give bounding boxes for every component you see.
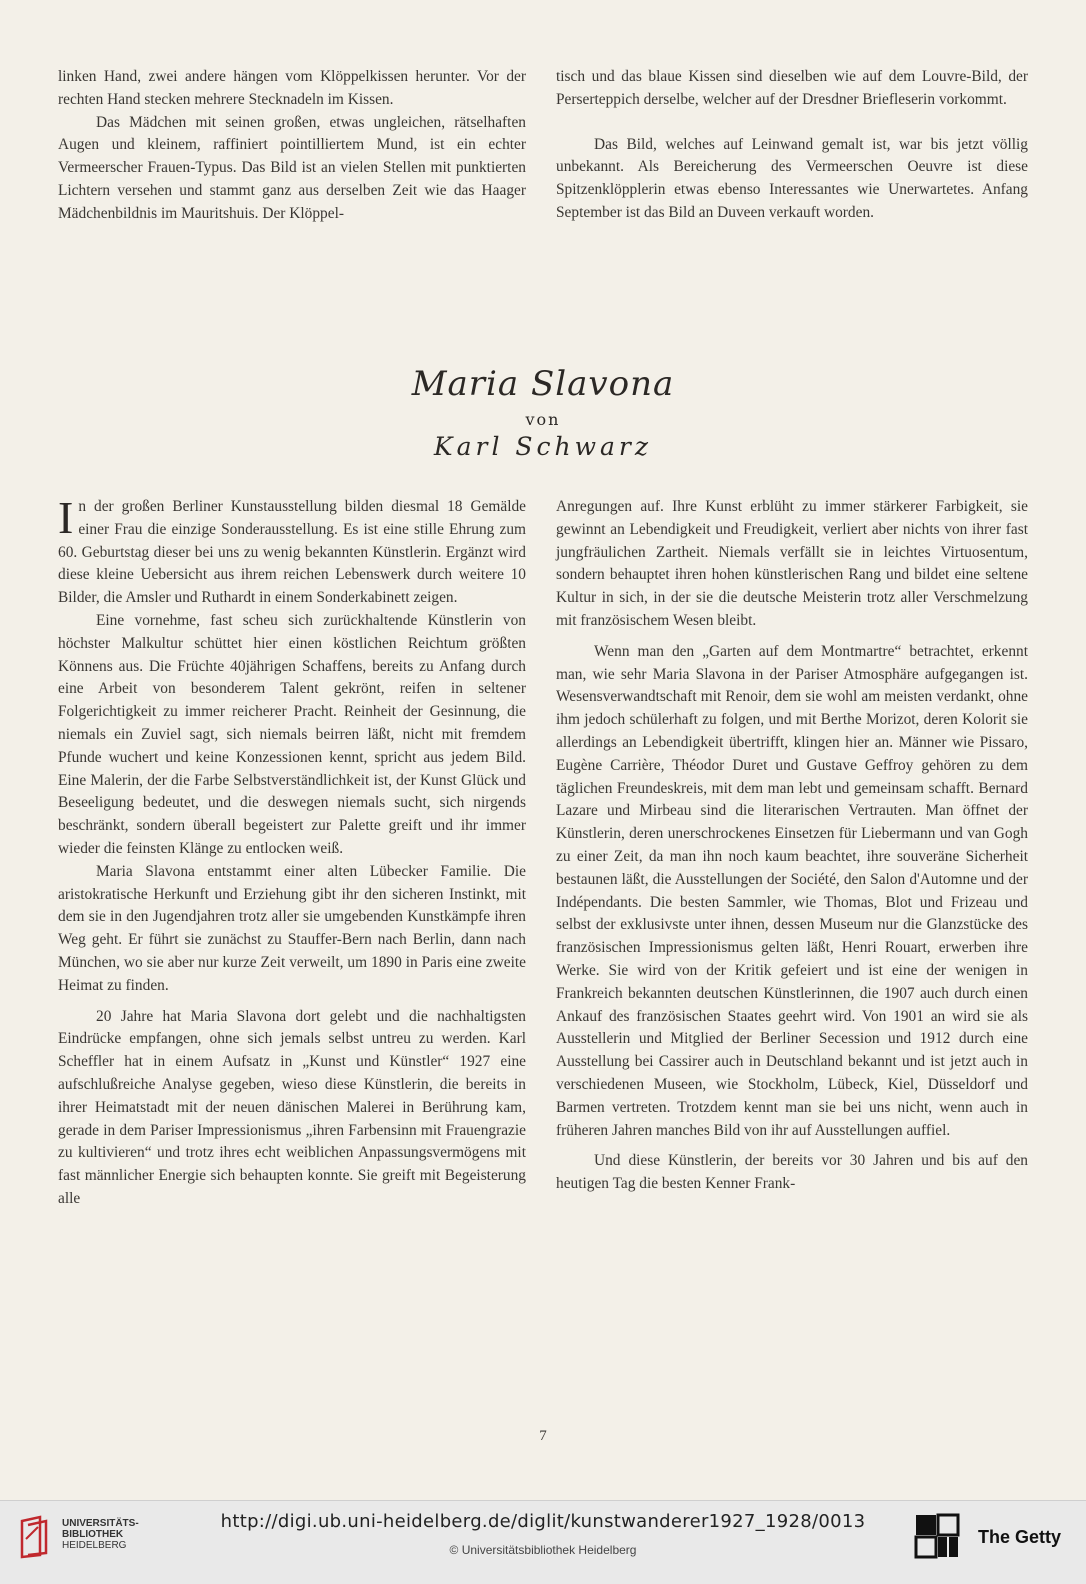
paragraph: 20 Jahre hat Maria Slavona dort gelebt und die nachhaltigsten Eindrücke empfangen, ohne sich jemals selbst untreu zu werden. Karl Scheffler hat in einem Aufsatz in „Kunst und Künstler“ 1927 eine aufschlußreiche Analyse gegeben, wieso diese Künstlerin, die bereits in ihrer Heimatstadt mit der neuen dänischen Malerei in Berührung kam, gerade in dem Pariser Impressionismus „ihren Farbensinn mit Frauengrazie zu kultivieren“ und trotz ihres echt weiblichen Anpassungsvermögens mit fast männlicher Energie sich behaupten konnte. Sie greift mit Begeisterung alle xyxy=(58,1007,526,1207)
continuation-right-column xyxy=(556,66,1028,225)
byline-von: von xyxy=(525,410,561,429)
paragraph: Und diese Künstlerin, der bereits vor 30 Jahren und bis auf den heutigen Tag die besten Kenner Frank- xyxy=(556,1152,1028,1193)
getty-name: The Getty xyxy=(978,1527,1062,1547)
page-number: 7 xyxy=(539,1428,547,1444)
paragraph: linken Hand, zwei andere hängen vom Klöppelkissen herunter. Vor der rechten Hand stecken mehrere Stecknadeln im Kissen. xyxy=(58,68,526,108)
article-left-column xyxy=(58,492,526,1211)
article-author: Karl Schwarz xyxy=(433,432,653,461)
paragraph: Das Mädchen mit seinen großen, etwas ungleichen, rätselhaften Augen und kleinem, raffiniert pointilliertem Mund, ist ein echter Vermeerscher Frauen-Typus. Das Bild ist an vielen Stellen mit punktierten Lichtern versehen und stammt ganz aus derselben Zeit wie das Haager Mädchenbildnis im Mauritshuis. Der Klöppel- xyxy=(58,113,526,222)
article-title: Maria Slavona xyxy=(411,364,675,404)
paragraph: Wenn man den „Garten auf dem Montmartre“ betrachtet, erkennt man, wie sehr Maria Slavona in der Pariser Atmosphäre aufgegangen ist. Wesensverwandtschaft mit Renoir, dem sie wohl am meisten verdankt, ohne ihm jedoch schülerhaft zu folgen, und mit Berthe Morizot, deren Kolorit sie allerdings an Lebendigkeit übertrifft, klingen hier an. Männer wie Pissaro, Eugène Carrière, Théodor Duret und Gustave Geffroy gehören zu dem täglichen Freundeskreis, mit dem man lebt und gemeinsam schafft. Bernard Lazare und Mirbeau sind die literarischen Vertrauten. Man öffnet der Künstlerin, deren unerschrockenes Einsetzen für Liebermann und van Gogh zu einer Zeit, da man ihn noch kaum beachtet, ihre souveräne Sicherheit bestaunen läßt, die Ausstellungen der Société, den Salon d'Automne und der Indépendants. Die besten Sammler, wie Thomas, Blot und Frizeau und selbst der exklusivste unter ihnen, dessen Museum nur die Glanzstücke des französischen Impressionismus gelten läßt, Henri Rouart, erwerben ihre Werke. Sie wird von der Kritik gefeiert und ist eine der wenigen in Frankreich bekannten deutschen Künstlerinnen, die 1907 auch durch einen Ankauf des französischen Staates geehrt wird. Von 1901 an wird sie als Ausstellerin und Mitglied der Berliner Secession und 1912 durch eine Ausstellung bei Cassirer auch in Deutschland bekannt und ist jetzt auch in verschiedenen Museen, wie Stockholm, Lübeck, Kiel, Düsseldorf und Barmen vertreten. Trotzdem kennt man sie bei uns nicht, wenn auch in früheren Jahren manches Bild von ihr auf Ausstellungen auffiel. xyxy=(556,642,1028,1139)
library-name-line: BIBLIOTHEK xyxy=(62,1529,124,1540)
paragraph: Anregungen auf. Ihre Kunst erblüht zu immer stärkerer Farbigkeit, sie gewinnt an Lebendigkeit und Freudigkeit, verliert aber nichts von ihrer fast jungfräulichen Zartheit. Niemals verfällt sie in leichtes Virtuosentum, sondern behauptet ihren hohen künstlerischen Rang und bildet eine seltene Kultur in sich, in der sie die deutsche Meisterin trotz aller Verschmelzung mit französischem Wesen bleibt. xyxy=(556,498,1028,629)
paragraph: tisch und das blaue Kissen sind dieselben wie auf dem Louvre-Bild, der Perserteppich derselbe, welcher auf der Dresdner Briefleserin vorkommt. xyxy=(556,68,1028,108)
source-url-link[interactable]: http://digi.ub.uni-heidelberg.de/diglit/kunstwanderer1927_1928/0013 xyxy=(220,1511,866,1532)
article-right-column xyxy=(556,496,1028,1196)
getty-logo-icon xyxy=(914,1513,960,1559)
library-name-line: HEIDELBERG xyxy=(62,1540,127,1551)
paragraph: Eine vornehme, fast scheu sich zurückhaltende Künstlerin von höchster Malkultur schüttet hier einen köstlichen Reichtum größten Könnens aus. Die Früchte 40jährigen Schaffens, bereits zu Anfang durch eine Arbeit von besonderem Talent gekrönt, reifen in seltener Folgerichtigkeit zu immer reicherer Pracht. Reinheit der Gesinnung, die niemals ein Zuviel sagt, sich niemals beirren läßt, nicht mit fremdem Pfunde wuchert und keine Konzessionen kennt, spricht aus jedem Bild. Eine Malerin, der die Farbe Selbstverständlichkeit ist, der Kunst Glück und Beseeligung bedeutet, und die deswegen niemals sucht, sich nirgends beschränkt, sondern überall begeistert zur Palette greift und ihr immer wieder die feinsten Klänge zu entlocken weiß. xyxy=(58,611,526,857)
library-name-line: UNIVERSITÄTS- xyxy=(62,1518,139,1529)
continuation-left-column xyxy=(58,66,526,226)
paragraph: Das Bild, welches auf Leinwand gemalt ist, war bis jetzt völlig unbekannt. Als Bereicherung des Vermeerschen Oeuvre ist diese Spitzenklöpplerin etwas ebenso Interessantes wie Unerwartetes. Anfang September ist das Bild an Duveen verkauft worden. xyxy=(556,135,1028,221)
copyright-notice: © Universitätsbibliothek Heidelberg xyxy=(449,1543,637,1557)
drop-cap: I xyxy=(58,492,74,543)
footer-bar xyxy=(0,1500,1086,1584)
paragraph: Maria Slavona entstammt einer alten Lübecker Familie. Die aristokratische Herkunft und Erziehung gibt ihr den sicheren Instinkt, mit dem sie in den Jugendjahren trotz aller sie umgebenden Kunstkämpfe ihren Weg geht. Er führt sie zunächst zu Stauffer-Bern nach Berlin, dann nach München, wo sie aber nur kurze Zeit verweilt, um 1890 in Paris eine zweite Heimat zu finden. xyxy=(58,862,526,994)
first-paragraph-text: n der großen Berliner Kunstausstellung bilden diesmal 18 Gemälde einer Frau die einzige Sonderausstellung. Es ist eine stille Ehrung zum 60. Geburtstag dieser bei uns zu wenig bekannten Künstlerin. Ergänzt wird diese kleine Uebersicht aus ihrem reichen Lebenswerk durch weitere 10 Bilder, die Amsler und Ruthardt in einem Sonderkabinett zeigen. xyxy=(58,498,526,607)
first-paragraph xyxy=(58,492,526,610)
